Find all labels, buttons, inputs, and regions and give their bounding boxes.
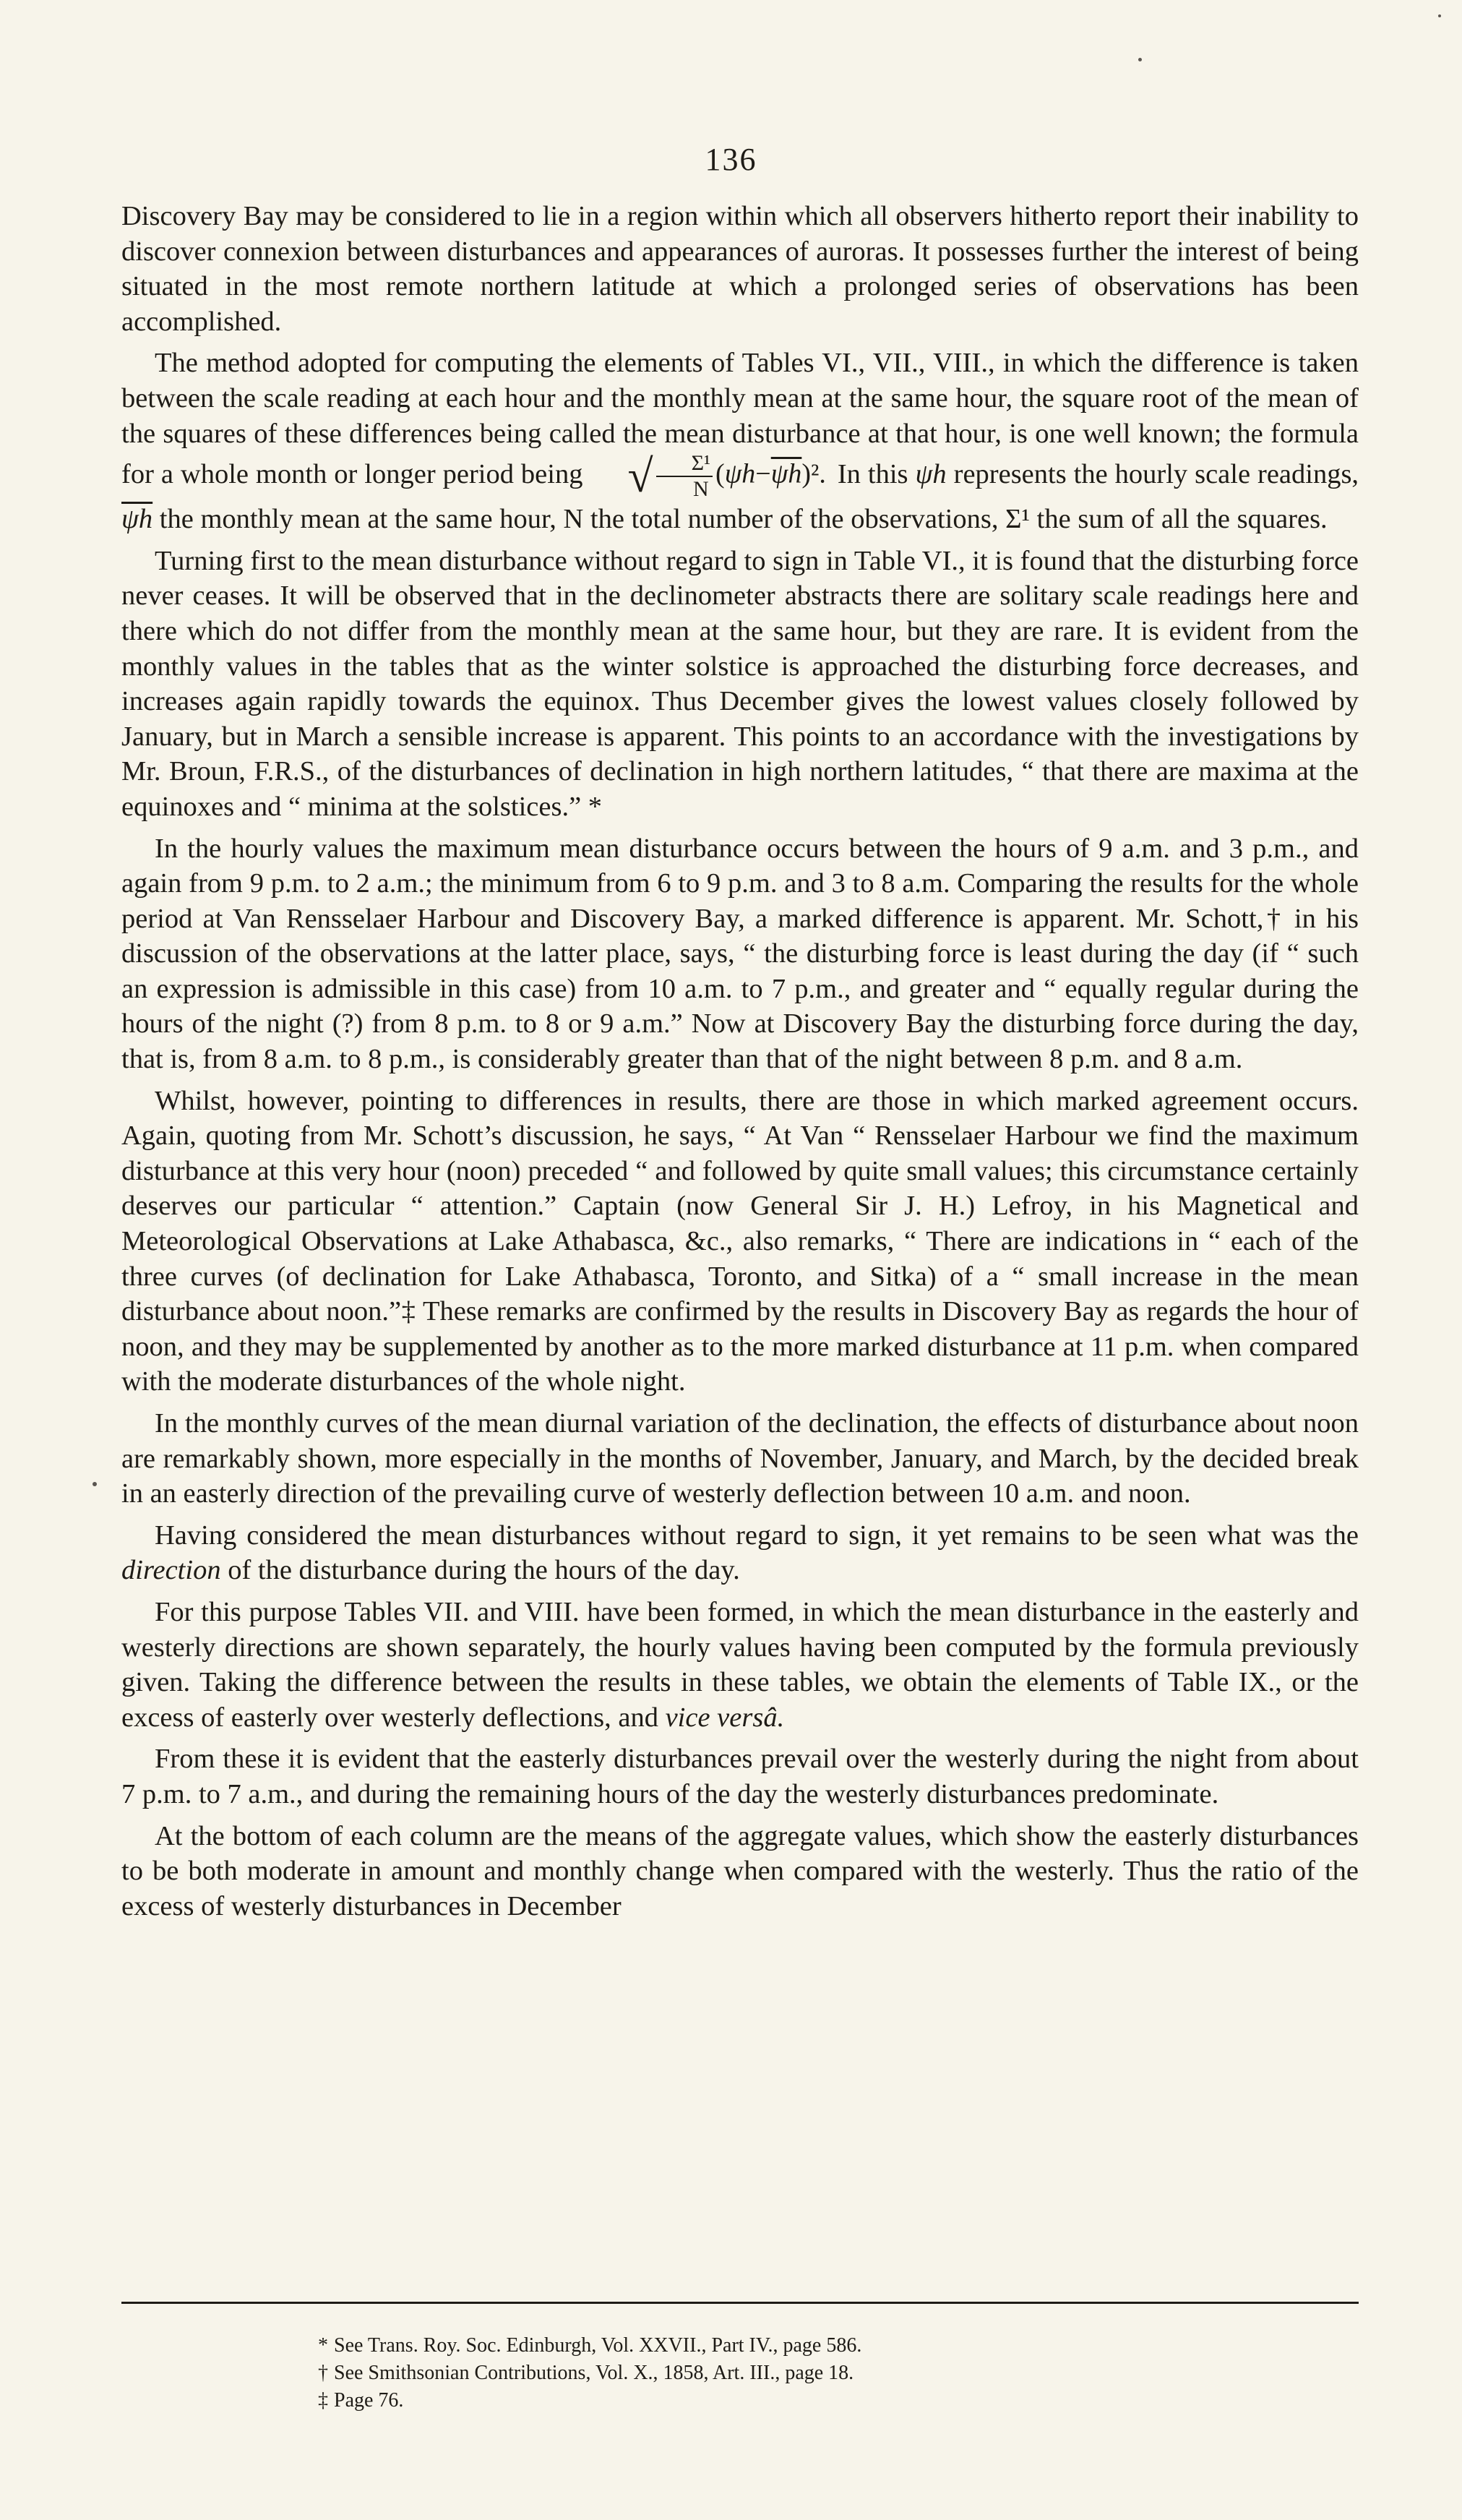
paragraph-7-cont: of the disturbance during the hours of the day. — [228, 1555, 740, 1586]
paragraph-8-italic: vice versâ. — [665, 1702, 785, 1733]
footnote-3-mark: ‡ — [318, 2389, 328, 2412]
paragraph-2 — [121, 346, 1359, 536]
mean-disturbance-formula — [594, 451, 825, 502]
footnote-3-text: Page 76. — [334, 2389, 404, 2412]
formula-end: . — [819, 458, 826, 489]
paper-speck — [1438, 14, 1441, 17]
footnote-divider — [121, 2302, 1359, 2304]
formula-numerator: Σ¹ — [656, 451, 713, 477]
footnote-1 — [318, 2332, 1257, 2360]
body-text — [121, 199, 1359, 1930]
footnote-1-text: See Trans. Roy. Soc. Edinburgh, Vol. XXVII., Part IV., page 586. — [334, 2334, 862, 2357]
paragraph-7 — [121, 1518, 1359, 1588]
paragraph-1: Discovery Bay may be considered to lie in a region within which all observers hitherto report their inability to discover connexion between disturbances and appearances of auroras. It possesses further the interest of being situated in the most remote northern latitude at which a prolonged series of observations has been accomplished. — [121, 201, 1359, 337]
paper-speck — [1138, 58, 1142, 61]
paragraph-2-cont-2: represents the hourly scale readings, — [953, 458, 1359, 489]
formula-term-2: $\overline{\psi h}$ — [770, 458, 802, 489]
footnote-1-mark: * — [318, 2334, 328, 2357]
paragraph-9: From these it is evident that the easterly disturbances prevail over the westerly during the night from about 7 p.m. to 7 a.m., and during the remaining hours of the day the westerly disturbances predominate. — [121, 1744, 1359, 1809]
formula-close: )² — [801, 458, 820, 489]
footnote-2 — [318, 2360, 1257, 2387]
paragraph-4: In the hourly values the maximum mean disturbance occurs between the hours of 9 a.m. and 3 p.m., and again from 9 p.m. to 2 a.m.; the minimum from 6 to 9 p.m. and 3 to 8 a.m. Comparing the results for the whole period at Van Rensselaer Harbour and Discovery Bay, a marked difference is apparent. Mr. Schott,† in his discussion of the observations at the latter place, says, “ the disturbing force is least during the day (if “ such an expression is admissible in this case) from 10 a.m. to 7 p.m., and greater and “ equally regular during the hours of the night (?) from 8 p.m. to 8 or 9 a.m.” Now at Discovery Bay the disturbing force during the day, that is, from 8 a.m. to 8 p.m., is considerably greater than that of the night between 8 p.m. and 8 a.m. — [121, 833, 1359, 1075]
symbol-sigma: Σ¹ — [1005, 504, 1031, 535]
paragraph-6: In the monthly curves of the mean diurnal variation of the declination, the effects of disturbance about noon are remarkably shown, more especially in the months of November, January, and March, by the decided break in an easterly direction of the prevailing curve of westerly deflection between 10 a.m. and noon. — [121, 1408, 1359, 1509]
paragraph-7-italic: direction — [121, 1555, 221, 1586]
paragraph-2-cont-1: In this — [837, 458, 908, 489]
formula-open: ( — [715, 458, 725, 489]
paragraph-5: Whilst, however, pointing to differences in results, there are those in which marked agreement occurs. Again, quoting from Mr. Schott’s discussion, he says, “ At Van “ Rensselaer Harbour we find the maximum disturbance at this very hour (noon) preceded “ and followed by quite small values; this circumstance certainly deserves our particular “ attention.” Captain (now General Sir J. H.) Lefroy, in his Magnetical and Meteorological Observations at Lake Athabasca, &c., also remarks, “ There are indications in “ each of the three curves (of declination for Lake Athabasca, Toronto, and Sitka) of a “ small increase in the mean disturbance about noon.”‡ These remarks are confirmed by the results in Discovery Bay as regards the hour of noon, and they may be supplemented by another as to the more marked disturbance at 11 p.m. when compared with the moderate disturbances of the whole night. — [121, 1085, 1359, 1397]
footnotes — [318, 2332, 1257, 2414]
paragraph-2-cont-4: the sum of all the squares. — [1036, 504, 1328, 535]
radical-sign: √ — [627, 450, 653, 502]
symbol-psi-h-bar: $\overline{\psi h}$ — [121, 504, 153, 535]
paragraph-2-text: The method adopted for computing the elements of Tables VI., VII., VIII., in which the difference is taken between the scale reading at each hour and the monthly mean at the same hour, the square root of the mean of the squares of these differences being called the mean disturbance at that hour, is one well known; the formula for a whole month or longer period being — [121, 348, 1359, 489]
formula-term-1: ψh — [724, 458, 756, 489]
symbol-psi-h: ψh — [915, 458, 947, 489]
paragraph-8 — [121, 1595, 1359, 1735]
paragraph-7-text: Having considered the mean disturbances without regard to sign, it yet remains to be seen what was the — [155, 1520, 1359, 1551]
paragraph-10: At the bottom of each column are the means of the aggregate values, which show the easterly disturbances to be both moderate in amount and monthly change when compared with the westerly. Thus the ratio of the excess of westerly disturbances in December — [121, 1820, 1359, 1921]
footnote-3 — [318, 2387, 1257, 2414]
paragraph-3: Turning first to the mean disturbance without regard to sign in Table VI., it is found that the disturbing force never ceases. It will be observed that in the declinometer abstracts there are solitary scale readings here and there which do not differ from the monthly mean at the same hour, but they are rare. It is evident from the monthly values in the tables that as the winter solstice is approached the disturbing force decreases, and increases again rapidly towards the equinox. Thus December gives the lowest values closely followed by January, but in March a sensible increase is apparent. This points to an accordance with the investigations by Mr. Broun, F.R.S., of the disturbances of declination in high northern latitudes, “ that there are maxima at the equinoxes and “ minima at the solstices.” * — [121, 545, 1359, 822]
formula-denominator: N — [692, 477, 709, 502]
paragraph-2-cont-3: the monthly mean at the same hour, N the total number of the observations, — [159, 504, 999, 535]
formula-fraction — [656, 451, 713, 502]
footnote-2-text: See Smithsonian Contributions, Vol. X., 1858, Art. III., page 18. — [334, 2362, 854, 2384]
paragraph-8-text: For this purpose Tables VII. and VIII. have been formed, in which the mean disturbance in the easterly and westerly directions are shown separately, the hourly values having been computed by the formula previously given. Taking the difference between the results in these tables, we obtain the elements of Table IX., or the excess of easterly over westerly deflections, and — [121, 1596, 1359, 1733]
paper-speck — [93, 1482, 97, 1486]
formula-minus: − — [755, 458, 771, 489]
footnote-2-mark: † — [318, 2362, 328, 2384]
page-number: 136 — [705, 142, 757, 177]
